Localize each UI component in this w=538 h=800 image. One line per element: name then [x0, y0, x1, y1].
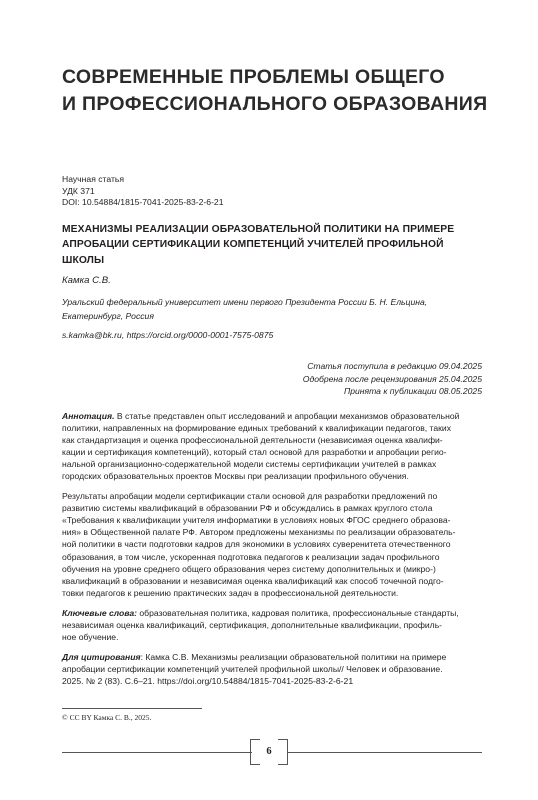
- abstract-line: «Требования к квалификации учителя информатики в условиях новых ФГОС среднего образова-: [62, 515, 451, 526]
- journal-title-line: И ПРОФЕССИОНАЛЬНОГО ОБРАЗОВАНИЯ: [62, 93, 488, 115]
- abstract-line: Результаты апробации модели сертификации стали основой для разработки предложений по: [62, 491, 438, 502]
- publication-dates: [303, 360, 482, 398]
- page-number-bracket-right: [278, 739, 288, 765]
- copyright-notice: © CC BY Камка С. В., 2025.: [62, 713, 152, 722]
- keywords-label: Ключевые слова:: [62, 607, 137, 618]
- abstract-line: политики, направленных на формирование единых требований к квалификации педагогов, таких: [62, 423, 452, 434]
- author-contacts[interactable]: s.kamka@bk.ru, https://orcid.org/0000-0001-7575-0875: [62, 330, 274, 340]
- affiliation-line: Екатеринбург, Россия: [62, 310, 154, 321]
- citation-label: Для цитирования: [62, 651, 141, 662]
- journal-title-line: СОВРЕМЕННЫЕ ПРОБЛЕМЫ ОБЩЕГО: [62, 66, 445, 88]
- keywords-line: Ключевые слова: образовательная политика, кадровая политика, профессиональные стандарты,: [62, 607, 459, 618]
- abstract-line: ния» в Общественной палате РФ. Автором предложены механизмы по реализации образователь-: [62, 527, 456, 538]
- udk-code: УДК 371: [62, 185, 95, 196]
- abstract-line: образования, в том числе, ускоренная подготовка педагогов к реализации задач профильного: [62, 551, 440, 562]
- citation-line: Для цитирования: Камка С.В. Механизмы реализации образовательной политики на примере: [62, 651, 447, 662]
- abstract-line: городских образовательных проектов Москвы при реализации профильного обучения.: [62, 471, 409, 482]
- page-number: 6: [266, 746, 272, 757]
- abstract-line: квалификаций в образовании и независимая оценка квалификаций как способ точечной подго-: [62, 575, 444, 586]
- keywords-line: ное обучение.: [62, 631, 119, 642]
- abstract-line: обучения на уровне среднего общего образования через систему дополнительных и (микро-): [62, 563, 436, 574]
- abstract-line: нальной организационно-содержательной модели системы сертификации учителей в рамках: [62, 459, 437, 470]
- affiliation: [62, 296, 427, 323]
- citation-line[interactable]: 2025. № 2 (83). С.6–21. https://doi.org/10.54884/1815-7041-2025-83-2-6-21: [62, 675, 354, 686]
- abstract-line: Аннотация. В статье представлен опыт исследований и апробации механизмов образовательной: [62, 411, 460, 421]
- affiliation-line: Уральский федеральный университет имени первого Президента России Б. Н. Ельцина,: [62, 297, 428, 307]
- abstract-line: развитию системы квалификаций в образовании РФ и обсуждались в рамках круглого стола: [62, 503, 433, 514]
- abstract-line: товки педагогов к решению практических задач в профессиональной деятельности.: [62, 587, 399, 598]
- footnote-divider: [62, 708, 202, 709]
- article-title: [62, 222, 482, 268]
- page-number-rule-left: [62, 752, 252, 753]
- article-meta: [62, 174, 224, 209]
- citation-line: апробации сертификации компетенций учителей профильной школы// Человек и образование.: [62, 663, 443, 674]
- article-body: [62, 410, 482, 687]
- doi: DOI: 10.54884/1815-7041-2025-83-2-6-21: [62, 197, 224, 208]
- keywords-line: независимая оценка квалификаций, сертификация, дополнительные квалификации, профиль-: [62, 619, 443, 630]
- author-name: Камка С.В.: [62, 275, 111, 286]
- date-approved: Одобрена после рецензирования 25.04.2025: [302, 373, 482, 384]
- page-number-rule-right: [288, 752, 482, 753]
- abstract-label: Аннотация.: [62, 411, 115, 421]
- journal-title: [62, 64, 488, 118]
- date-accepted: Принята к публикации 08.05.2025: [344, 386, 482, 397]
- abstract-line: ной политики в части подготовки кадров для экономики в условиях суверенитета отечественного: [62, 539, 451, 550]
- article-type: Научная статья: [62, 174, 125, 184]
- abstract-line: кации и сертификация компетенций), который стал основой для разработки и апробации регио-: [62, 447, 447, 458]
- article-title-line: АПРОБАЦИИ СЕРТИФИКАЦИИ КОМПЕТЕНЦИЙ УЧИТЕЛЕЙ ПРОФИЛЬНОЙ: [62, 239, 444, 251]
- date-received: Статья поступила в редакцию 09.04.2025: [307, 361, 482, 371]
- abstract-line: как стандартизация и оценка профессиональной деятельности (независимая оценка квалифи-: [62, 435, 443, 446]
- article-title-line: ШКОЛЫ: [62, 254, 105, 266]
- article-title-line: МЕХАНИЗМЫ РЕАЛИЗАЦИИ ОБРАЗОВАТЕЛЬНОЙ ПОЛИТИКИ НА ПРИМЕРЕ: [62, 224, 455, 235]
